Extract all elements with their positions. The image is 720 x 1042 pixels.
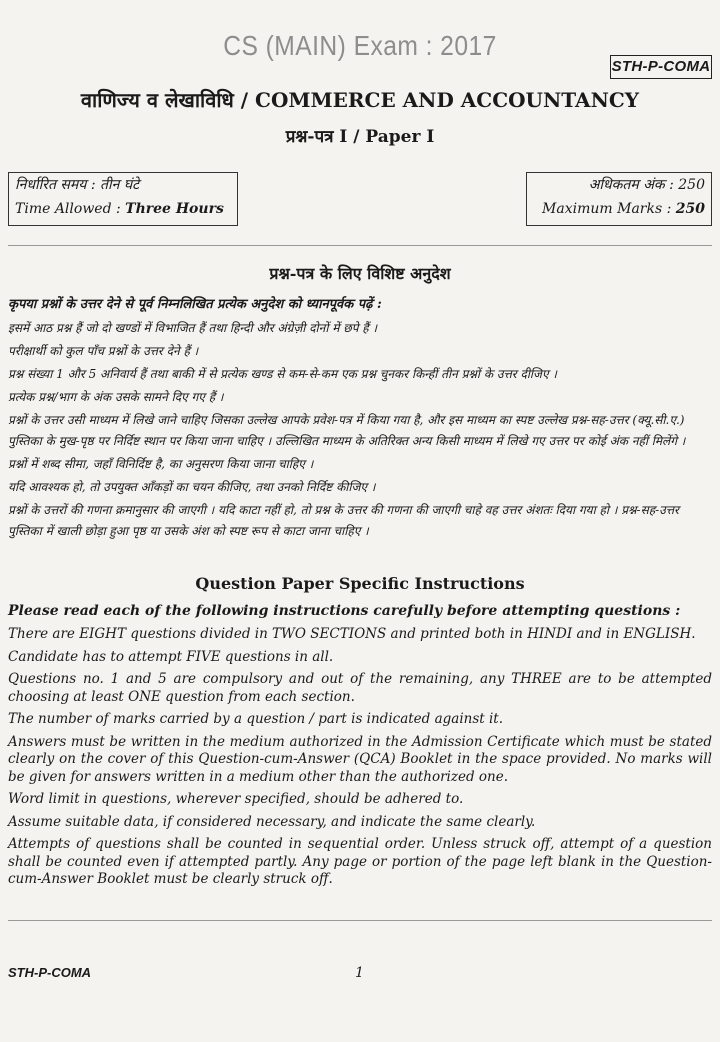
subject-title: वाणिज्य व लेखाविधि / COMMERCE AND ACCOUNTANCY <box>80 88 640 112</box>
page-number: 1 <box>355 965 364 981</box>
list-item: Questions no. 1 and 5 are compulsory and out of the remaining, any THREE are to be attempted choosing at least ONE question from each section. <box>8 671 712 705</box>
list-item: प्रश्नों में शब्द सीमा, जहाँ विनिर्दिष्ट है, का अनुसरण किया जाना चाहिए । <box>8 457 314 471</box>
hindi-instructions-intro: कृपया प्रश्नों के उत्तर देने से पूर्व निम्नलिखित प्रत्येक अनुदेश को ध्यानपूर्वक पढ़ें : <box>8 297 382 312</box>
list-item: Word limit in questions, wherever specified, should be adhered to. <box>8 791 464 807</box>
list-item: प्रश्न संख्या 1 और 5 अनिवार्य हैं तथा बाकी में से प्रत्येक खण्ड से कम-से-कम एक प्रश्न चुनकर किन्हीं तीन प्रश्नों के उत्तर दीजिए । <box>8 367 557 381</box>
exam-title: CS (MAIN) Exam : 2017 <box>223 30 497 61</box>
divider <box>8 920 712 921</box>
hindi-instructions-list <box>8 318 712 544</box>
maximum-marks-label: Maximum Marks : <box>542 201 676 217</box>
list-item: प्रश्नों के उत्तर उसी माध्यम में लिखे जाने चाहिए जिसका उल्लेख आपके प्रवेश-पत्र में किया गया है, और इस माध्यम का स्पष्ट उल्लेख प्रश्न-सह-उत्तर (क्यू.सी.ए.) पुस्तिका के मुख-पृष्ठ पर निर्दिष्ट स्थान पर किया जाना चाहिए । उल्लिखित माध्यम के अतिरिक्त अन्य किसी माध्यम में लिखे गए उत्तर पर कोई अंक नहीं मिलेंगे । <box>8 413 686 448</box>
divider <box>8 245 712 246</box>
list-item: There are EIGHT questions divided in TWO SECTIONS and printed both in HINDI and in ENGLISH. <box>8 626 696 642</box>
time-allowed-box <box>8 172 238 226</box>
time-allowed-hindi: निर्धारित समय : तीन घंटे <box>15 177 140 193</box>
time-allowed-label: Time Allowed : <box>15 201 126 217</box>
list-item: यदि आवश्यक हो, तो उपयुक्त आँकड़ों का चयन कीजिए, तथा उनको निर्दिष्ट कीजिए । <box>8 480 376 494</box>
list-item: The number of marks carried by a question / part is indicated against it. <box>8 711 504 727</box>
list-item: Assume suitable data, if considered necessary, and indicate the same clearly. <box>8 813 536 830</box>
english-instructions-heading: Question Paper Specific Instructions <box>195 574 525 593</box>
list-item: Candidate has to attempt FIVE questions in all. <box>8 648 334 665</box>
maximum-marks-hindi: अधिकतम अंक : 250 <box>588 177 705 193</box>
list-item: परीक्षार्थी को कुल पाँच प्रश्नों के उत्तर देने हैं । <box>8 344 199 358</box>
paper-number: प्रश्न-पत्र I / Paper I <box>285 127 435 147</box>
english-instructions-list <box>8 626 712 894</box>
time-allowed-value: Three Hours <box>125 201 224 217</box>
list-item: Answers must be written in the medium authorized in the Admission Certificate which must be stated clearly on the cover of this Question-cum-Answer (QCA) Booklet in the space provided. No marks will be given for answers written in a medium other than the authorized one. <box>8 733 712 785</box>
time-allowed-english <box>9 197 237 221</box>
hindi-instructions-heading: प्रश्न-पत्र के लिए विशिष्ट अनुदेश <box>269 264 451 283</box>
maximum-marks-english <box>527 197 711 221</box>
list-item: प्रश्नों के उत्तरों की गणना क्रमानुसार की जाएगी । यदि काटा नहीं हो, तो प्रश्न के उत्तर की गणना की जाएगी चाहे वह उत्तर अंशतः दिया गया हो । प्रश्न-सह-उत्तर पुस्तिका में खाली छोड़ा हुआ पृष्ठ या उसके अंश को स्पष्ट रूप से काटा जाना चाहिए । <box>8 503 679 538</box>
list-item: प्रत्येक प्रश्न/भाग के अंक उसके सामने दिए गए हैं । <box>8 390 224 404</box>
english-instructions-intro: Please read each of the following instructions carefully before attempting questions : <box>8 603 681 619</box>
list-item: Attempts of questions shall be counted in sequential order. Unless struck off, attempt of a question shall be counted even if attempted partly. Any page or portion of the page left blank in the Question-cum-Answer Booklet must be clearly struck off. <box>8 836 712 887</box>
footer-paper-code: STH-P-COMA <box>8 965 92 980</box>
paper-code-box: STH-P-COMA <box>610 55 712 79</box>
maximum-marks-value: 250 <box>675 201 705 217</box>
maximum-marks-box <box>526 172 712 226</box>
list-item: इसमें आठ प्रश्न हैं जो दो खण्डों में विभाजित हैं तथा हिन्दी और अंग्रेज़ी दोनों में छपे हैं । <box>8 321 378 335</box>
